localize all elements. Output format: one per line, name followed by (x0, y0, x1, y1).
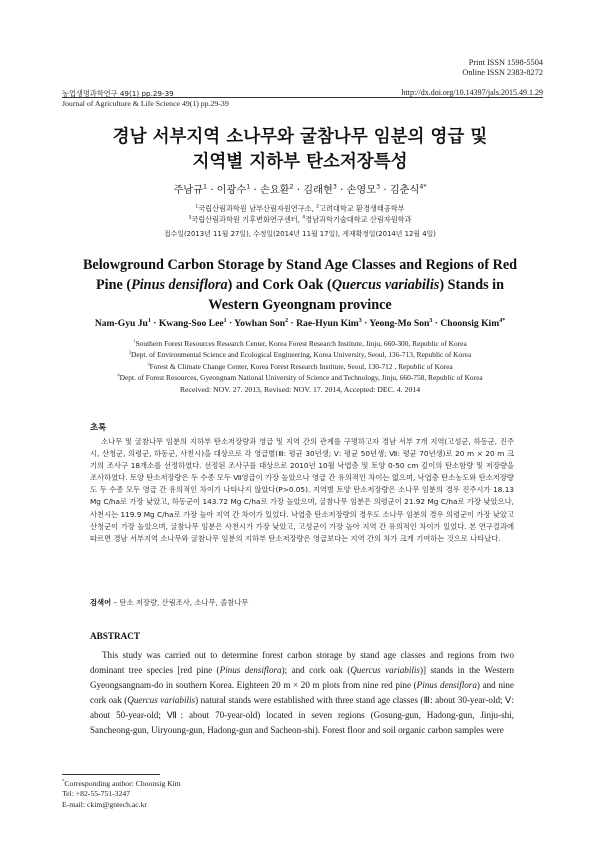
author-separator: · (250, 185, 260, 196)
journal-name-english: Journal of Agriculture & Life Science 49(1) pp.29-39 (62, 99, 229, 108)
footnote-phone: Tel: +82-55-751-3247 (62, 789, 131, 799)
species-name: Quercus variabilis (127, 695, 196, 705)
abstract-text: ) and nine cork oak ( (90, 680, 514, 705)
issn-block (462, 58, 543, 78)
affiliation-sup: 2 (316, 204, 320, 210)
species-name: Quercus variabilis (331, 277, 440, 293)
footnote-text: Corresponding author: Choonsig Kim (64, 779, 181, 788)
author-separator: · (288, 318, 297, 329)
affiliation-text: Dept. of Environmental Science and Ecological Engineering, Korea University, Seoul, 136-713, Republic of Korea (131, 350, 472, 360)
korean-title-line-1: 경남 서부지역 소나무와 굴참나무 임분의 영급 및 (112, 127, 488, 147)
species-name: Pinus densiflora (131, 277, 228, 293)
english-abstract-body (90, 648, 514, 738)
affiliation-sup: 3 (147, 361, 150, 367)
author-name: 김래현 (303, 185, 333, 196)
affiliation-sup: 4 (117, 372, 120, 378)
korean-affiliation-line-1 (40, 203, 560, 214)
author-separator: · (336, 185, 347, 196)
affiliation-text: Southern Forest Resources Research Center, Korea Forest Research Institute, Jinju, 660-300, Republic of Korea (135, 339, 467, 348)
author-name: Choonsig Kim (440, 318, 500, 329)
footnote-sup: * (62, 779, 65, 785)
title-text: ) and Cork Oak ( (227, 277, 332, 293)
author-separator: · (380, 185, 390, 196)
korean-title (40, 125, 560, 175)
english-dates: Received: NOV. 27. 2013, Revised: NOV. 17. 2014, Accepted: DEC. 4. 2014 (179, 385, 421, 394)
korean-abstract-heading: 초록 (90, 422, 107, 432)
author-separator: · (150, 318, 159, 329)
author-sup: 4* (499, 317, 506, 324)
korean-keywords (90, 598, 248, 608)
korean-abstract-body: 소나무 및 굴참나무 임분의 지하부 탄소저장량과 영급 및 지역 간의 관계를 구명하고자 경남 서부 7개 지역(고성군, 하동군, 진주시, 산청군, 의령군, 하동군, 사천시)을 대상으로 각 영급별(Ⅲ: 평균 30년생; Ⅴ: 평균 50년생; Ⅶ: 평균 70년생)로 20 m × 20 m 크기의 조사구 18개소를 선정하였다. 선정된 조사구를 대상으로 2010년 10월 낙엽층 및 토양 0-50 cm 깊이의 탄소함량 및 저장량을 조사하였다. 토양 탄소저장량은 두 수종 모두 Ⅶ영급이 가장 높았으나 영급 간 유의적인 차이는 없으며, 낙엽층 탄소농도와 탄소저장량도 두 수종 모두 영급 간 유의적인 차이가 나타나지 않았다(P>0.05). 지역별 토양 탄소저장량은 소나무 임분의 경우 진주시가 18.13 Mg C/ha로 가장 낮았고, 하동군이 143.72 Mg C/ha로 가장 높았으며, 굴참나무 임분은 의령군이 21.92 Mg C/ha로 가장 낮았으나, 사천시는 119.9 Mg C/ha로 가장 높아 지역 간 차이가 있었다. 낙엽층 탄소저장량의 경우도 소나무 임분의 경우 의령군이 가장 낮았고 산청군이 가장 높았으며, 굴참나무 임분은 사천시가 가장 낮았고, 고성군이 가장 높아 지역 간 유의적인 차이가 있었다. 본 연구결과에 따르면 경남 서부지역 소나무와 굴참나무 임분의 지하부 탄소저장량은 영급보다는 지역 간의 차가 크게 기여하는 것으로 나타났다. (90, 437, 514, 543)
author-sup: 1 (147, 317, 151, 324)
author-sup: 1 (223, 317, 227, 324)
abstract-text: )] stands in the Western Gyeongsangnam-do in southern Korea. Eighteen 20 m × 20 m plots from nine red pine ( (90, 665, 514, 690)
journal-name-korean: 농업생명과학연구 49(1) pp.29-39 (62, 89, 174, 98)
english-author-list (40, 318, 560, 329)
affiliation-sup: 4 (302, 215, 306, 221)
affiliation-text: Forest & Climate Change Center, Korea Forest Research Institute, Seoul, 130-712 , Republic of Korea (149, 361, 453, 371)
keywords-label: 검색어 (90, 598, 112, 607)
title-text: Pine ( (96, 277, 132, 293)
author-name: Rae-Hyun Kim (296, 318, 359, 329)
keywords-text: – 탄소 저장량, 산림조사, 소나무, 졸참나무 (111, 598, 249, 607)
english-title (50, 255, 550, 315)
korean-affiliation-line-2 (40, 214, 560, 225)
author-sup: 3 (332, 183, 337, 191)
author-separator: · (226, 318, 235, 329)
author-name: 손영모 (346, 185, 377, 196)
author-name: 손요환 (260, 185, 290, 196)
korean-dates: 접수일(2013년 11월 27일), 수정일(2014년 11월 17일), 게재확정일(2014년 12월 4일) (164, 230, 436, 238)
author-sup: 3 (429, 317, 433, 324)
author-sup: 2 (289, 183, 294, 191)
author-separator: · (207, 185, 217, 196)
online-issn: Online ISSN 2383-8272 (462, 68, 543, 77)
author-sup: 2 (285, 317, 289, 324)
affiliation-text: 국립산림과학원 남부산림자원연구소, (198, 204, 317, 213)
author-separator: · (361, 318, 370, 329)
footnote-rule (62, 774, 160, 775)
author-name: 주남규 (173, 185, 203, 196)
author-separator: · (293, 185, 304, 196)
english-title-line-2 (50, 275, 550, 295)
author-sup: 4* (419, 183, 427, 191)
print-issn: Print ISSN 1598-5504 (468, 58, 543, 67)
author-name: Yowhan Son (234, 318, 286, 329)
author-name: Nam-Gyu Ju (94, 318, 148, 329)
affiliation-text: 국립산림과학원 기후변화연구센터, (191, 215, 303, 224)
abstract-text: This study was carried out to determine forest carbon storage by stand age classes and regions from two dominant tree species [red pine ( (90, 650, 514, 675)
author-sup: 1 (246, 183, 251, 191)
affiliation-sup: 1 (133, 338, 136, 344)
footnote-author (62, 779, 181, 789)
abstract-text: ); and cork oak ( (281, 665, 351, 675)
english-affiliation (40, 338, 560, 349)
affiliation-sup: 1 (195, 204, 199, 210)
species-name: Quercus variabilis (350, 665, 420, 675)
korean-affiliations (40, 203, 560, 225)
affiliation-sup: 2 (128, 349, 132, 355)
doi-link[interactable]: http://dx.doi.org/10.14397/jals.2015.49.1.29 (401, 88, 543, 97)
author-name: Kwang-Soo Lee (158, 318, 224, 329)
author-separator: · (432, 318, 441, 329)
journal-header (62, 89, 229, 109)
author-name: 이광수 (216, 185, 247, 196)
english-title-line-3: Western Gyeongnam province (208, 297, 392, 313)
english-affiliations (40, 338, 560, 383)
author-name: Yeong-Mo Son (369, 318, 430, 329)
korean-title-line-2: 지역별 지하부 탄소저장특성 (192, 152, 408, 172)
affiliation-text: 경남과학기술대학교 산림자원학과 (305, 215, 412, 224)
affiliation-sup: 3 (188, 215, 192, 221)
author-name: 김춘식 (389, 185, 420, 196)
english-affiliation (40, 361, 560, 372)
english-affiliation (40, 349, 560, 360)
affiliation-text: 고려대학교 환경생태공학부 (319, 204, 405, 213)
species-name: Pinus densiflora (416, 680, 477, 690)
footnote-email[interactable]: E-mail: ckim@gntech.ac.kr (62, 799, 147, 809)
author-sup: 3 (376, 183, 381, 191)
species-name: Pinus densiflora (219, 665, 282, 675)
title-text: ) Stands in (439, 277, 504, 293)
author-sup: 3 (358, 317, 362, 324)
english-affiliation (40, 372, 560, 383)
affiliation-text: Dept. of Forest Resources, Gyeongnam National University of Science and Technology, Jinju, 660-758, Republic of Korea (119, 372, 483, 382)
header-rule (62, 97, 543, 98)
english-title-line-1: Belowground Carbon Storage by Stand Age Classes and Regions of Red (82, 257, 518, 273)
corresponding-author-footnote (62, 779, 181, 810)
korean-author-list (40, 181, 560, 196)
english-abstract-heading: ABSTRACT (90, 631, 141, 641)
abstract-text: ) natural stands were established with three stand age classes (Ⅲ: about 30-year-old; Ⅴ: about 50-year-old; Ⅶ: about 70-year-old) located in seven regions (Gosung-gun, Hadong-gun, Jinju-shi, Sancheong-gun, Uiryoung-gun, Hadong-gun and Sacheon-shi). Forest floor and soil organic carbon samples were (90, 695, 514, 735)
author-sup: 1 (202, 183, 207, 191)
